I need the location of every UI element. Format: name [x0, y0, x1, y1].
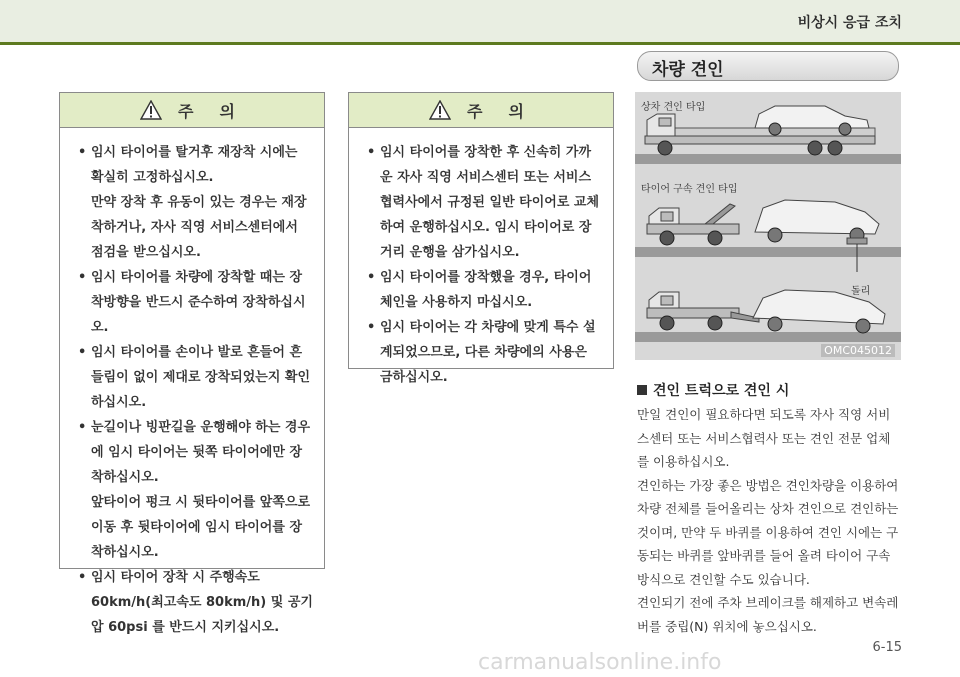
- caution-header: [60, 93, 324, 128]
- caution-header: [349, 93, 613, 128]
- caution-item: • 임시 타이어는 각 차량에 맞게 특수 설계되었으므로, 다른 차량에의 사용은 금하십시오.: [367, 315, 603, 390]
- subsection-title: 견인 트럭으로 견인 시: [653, 383, 790, 399]
- caution-item: • 임시 타이어 장착 시 주행속도 60km/h(최고속도 80km/h) 및 공기압 60psi 를 반드시 지키십시오.: [78, 565, 314, 640]
- section-title-pill: [637, 51, 899, 81]
- caution-box-middle: [348, 92, 614, 385]
- towing-illustration: [635, 92, 901, 360]
- section-title: 차량 견인: [652, 60, 724, 80]
- subsection-heading: [637, 380, 789, 400]
- flatbed-truck-icon: [645, 106, 875, 155]
- caution-item-continuation: 앞타이어 펑크 시 뒷타이어를 앞쪽으로 이동 후 뒷타이어에 임시 타이어를 장착하십시오.: [91, 495, 311, 560]
- caution-list: [349, 128, 613, 390]
- square-bullet-icon: [637, 385, 647, 395]
- label-wheel-lift-type: 타이어 구속 견인 타입: [641, 184, 738, 195]
- caution-item: • 임시 타이어를 장착한 후 신속히 가까운 자사 직영 서비스센터 또는 서비스협력사에서 규정된 일반 타이어로 교체하여 운행하십시오. 임시 타이어로 장거리 운행을 삼가십시오.: [367, 140, 603, 265]
- caution-list: [60, 128, 324, 640]
- warning-icon: [429, 100, 451, 120]
- caution-item: • 임시 타이어를 탈거후 재장착 시에는 확실히 고정하십시오. 만약 장착 후 유동이 있는 경우는 재장착하거나, 자사 직영 서비스센터에서 점검을 받으십시오.: [78, 140, 314, 265]
- body-paragraph: 견인되기 전에 주차 브레이크를 해제하고 변속레버를 중립(N) 위치에 놓으십시오.: [637, 595, 899, 634]
- subsection-body: [637, 403, 902, 638]
- wheel-lift-truck-icon: [647, 200, 879, 272]
- watermark: carmanualsonline.info: [478, 650, 722, 675]
- caution-title: 주의: [178, 102, 261, 121]
- caution-title: 주의: [467, 102, 550, 121]
- towing-diagram: [635, 92, 901, 360]
- label-dolly: 돌리: [851, 286, 871, 297]
- page-number: 6-15: [872, 640, 902, 655]
- tow-truck-icon: [647, 290, 885, 333]
- caution-item: • 임시 타이어를 차량에 장착할 때는 장착방향을 반드시 준수하여 장착하십시오.: [78, 265, 314, 340]
- label-flatbed-type: 상차 견인 타입: [641, 102, 706, 113]
- figure-code: OMC045012: [821, 344, 895, 357]
- caution-box-left: [59, 92, 325, 635]
- header-bar: [0, 0, 960, 42]
- caution-item: • 눈길이나 빙판길을 운행해야 하는 경우에 임시 타이어는 뒷쪽 타이어에만 장착하십시오. 앞타이어 펑크 시 뒷타이어를 앞쪽으로 이동 후 뒷타이어에 임시 타이어를 장착하십시오.: [78, 415, 314, 565]
- warning-icon: [140, 100, 162, 120]
- body-paragraph: 만일 견인이 필요하다면 되도록 자사 직영 서비스센터 또는 서비스협력사 또는 견인 전문 업체를 이용하십시오.: [637, 407, 891, 469]
- header-divider: [0, 42, 960, 45]
- caution-item: • 임시 타이어를 장착했을 경우, 타이어 체인을 사용하지 마십시오.: [367, 265, 603, 315]
- caution-item-continuation: 만약 장착 후 유동이 있는 경우는 재장착하거나, 자사 직영 서비스센터에서 점검을 받으십시오.: [91, 195, 307, 260]
- body-paragraph: 견인하는 가장 좋은 방법은 견인차량을 이용하여 차량 전체를 들어올리는 상차 견인으로 견인하는 것이며, 만약 두 바퀴를 이용하여 견인 시에는 구동되는 바퀴를 앞바퀴를 들어 올려 타이어 구속 방식으로 견인할 수도 있습니다.: [637, 477, 899, 587]
- caution-item: • 임시 타이어를 손이나 발로 흔들어 흔들림이 없이 제대로 장착되었는지 확인하십시오.: [78, 340, 314, 415]
- chapter-title: 비상시 응급 조치: [797, 15, 902, 31]
